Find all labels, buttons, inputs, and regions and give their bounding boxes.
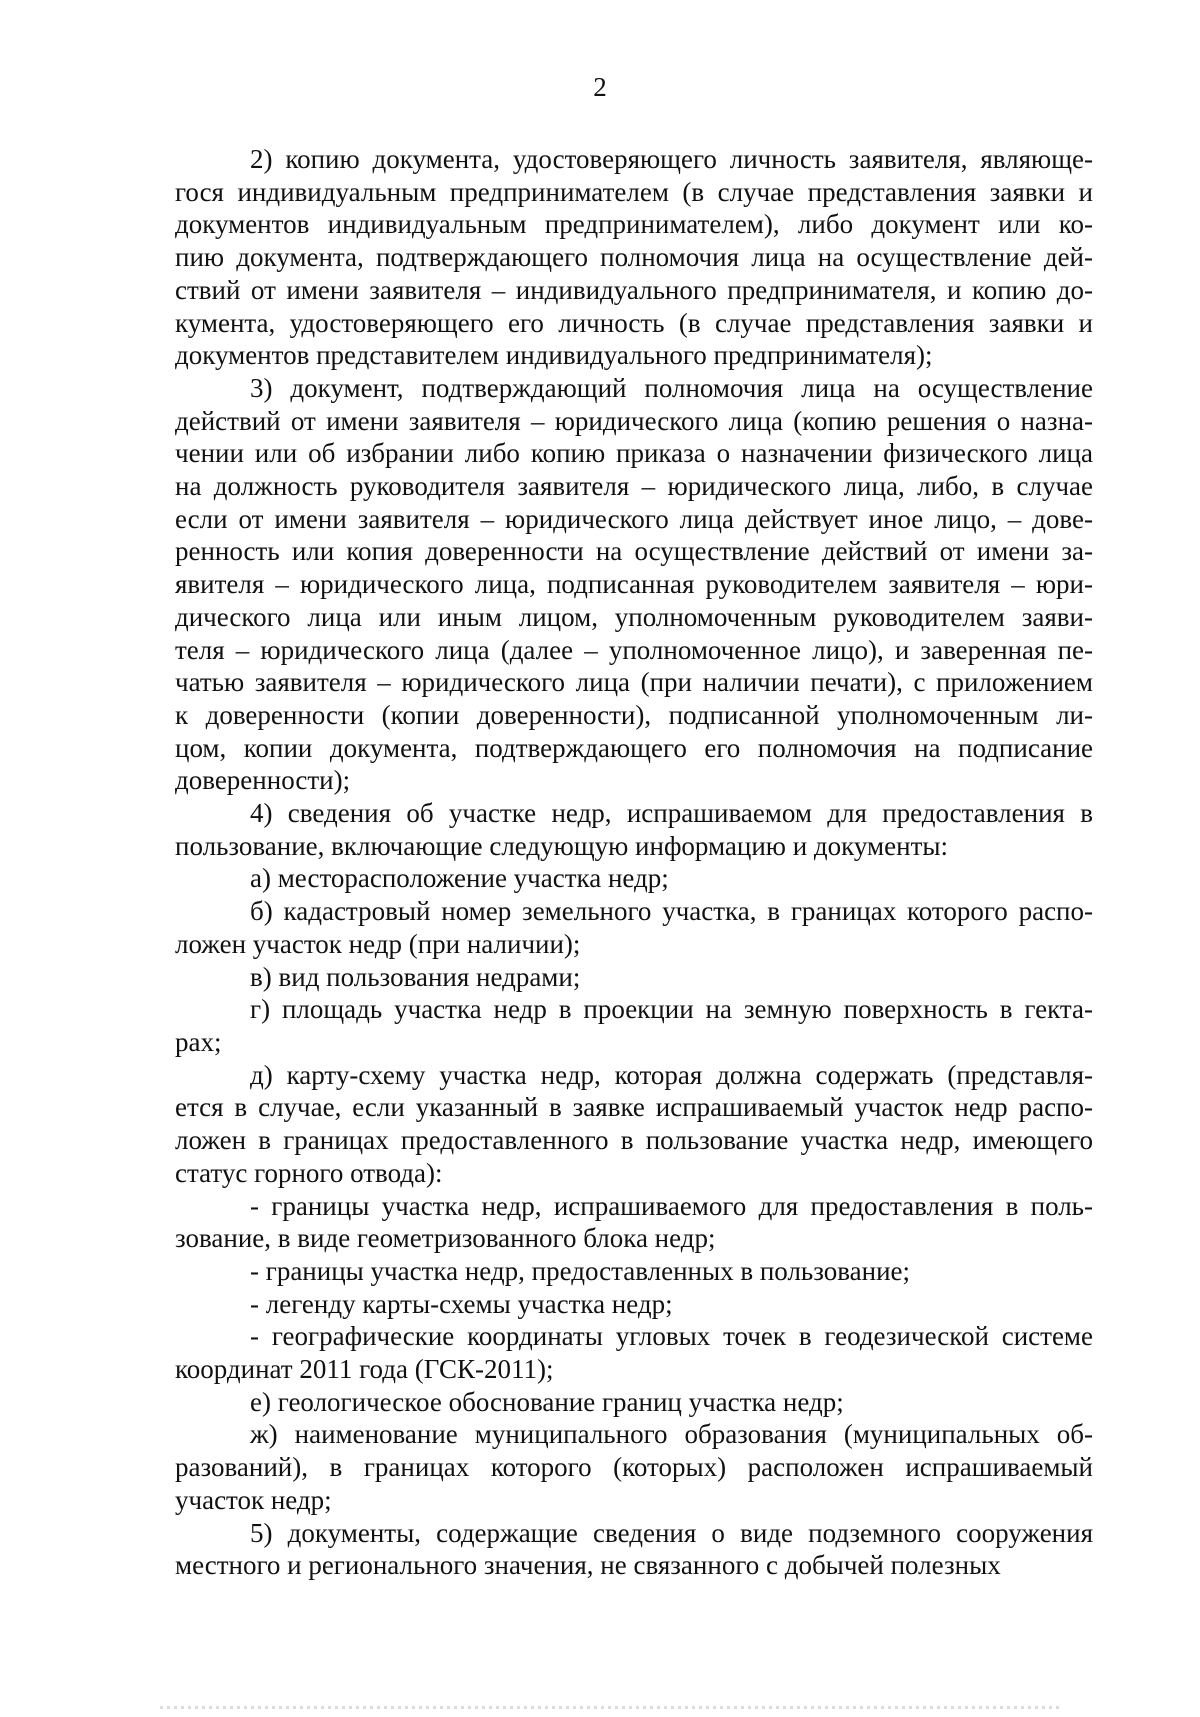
text-line: - границы участка недр, испрашиваемого для предоставления в поль-	[250, 1190, 1093, 1221]
text-line: местного и регионального значения, не связанного с добычей полезных	[175, 1550, 1001, 1581]
text-line: рах;	[175, 1026, 222, 1057]
text-line: дического лица или иным лицом, уполномоченным руководителем заяви-	[175, 601, 1093, 632]
text-line: документов индивидуальным предпринимателем), либо документ или ко-	[175, 209, 1093, 240]
text-line: кумента, удостоверяющего его личность (в случае представления заявки и	[175, 307, 1093, 338]
paragraph	[175, 143, 1093, 372]
text-line: если от имени заявителя – юридического лица действует иное лицо, – дове-	[175, 503, 1093, 534]
text-line: доверенности);	[175, 765, 351, 796]
text-line: - легенду карты-схемы участка недр;	[250, 1288, 673, 1319]
text-line: участок недр;	[175, 1484, 332, 1515]
paragraph	[175, 1517, 1093, 1582]
text-line: цом, копии документа, подтверждающего его полномочия на подписание	[175, 732, 1093, 763]
text-line: в) вид пользования недрами;	[250, 961, 581, 992]
text-line: теля – юридического лица (далее – уполномоченное лицо), и заверенная пе-	[175, 634, 1093, 665]
text-line: 2) копию документа, удостоверяющего личность заявителя, являюще-	[250, 144, 1093, 174]
text-line: ствий от имени заявителя – индивидуального предпринимателя, и копию до-	[175, 274, 1093, 305]
paragraph	[175, 372, 1093, 797]
paragraph	[175, 1059, 1093, 1190]
text-line: чатью заявителя – юридического лица (при наличии печати), с приложением	[175, 667, 1093, 698]
text-line: д) карту-схему участка недр, которая должна содержать (представля-	[250, 1059, 1093, 1090]
paragraph	[175, 895, 1093, 960]
text-line: 3) документ, подтверждающий полномочия лица на осуществление	[250, 372, 1093, 403]
text-line: 5) документы, содержащие сведения о виде подземного сооружения	[250, 1517, 1093, 1548]
paragraph	[175, 1190, 1093, 1255]
text-line: - географические координаты угловых точек в геодезической системе	[250, 1321, 1093, 1352]
text-line: б) кадастровый номер земельного участка, в границах которого распо-	[250, 896, 1093, 927]
text-line: действий от имени заявителя – юридического лица (копию решения о назна-	[175, 405, 1093, 436]
text-line: пользование, включающие следующую информацию и документы:	[175, 830, 949, 861]
paragraph	[175, 1288, 1093, 1321]
text-line: ложен в границах предоставленного в пользование участка недр, имеющего	[175, 1125, 1093, 1156]
text-line: - границы участка недр, предоставленных в пользование;	[250, 1255, 911, 1286]
paragraph	[175, 961, 1093, 994]
paragraph	[175, 797, 1093, 862]
text-line: чении или об избрании либо копию приказа о назначении физического лица	[175, 438, 1093, 469]
paragraph	[175, 1320, 1093, 1385]
text-line: 4) сведения об участке недр, испрашиваемом для предоставления в	[250, 798, 1093, 829]
text-line: г) площадь участка недр в проекции на земную поверхность в гекта-	[250, 994, 1093, 1025]
text-line: е) геологическое обоснование границ участка недр;	[250, 1386, 844, 1417]
text-line: статус горного отвода):	[175, 1157, 443, 1188]
scan-artifact-line	[160, 1706, 1060, 1709]
text-line: а) месторасположение участка недр;	[250, 863, 669, 894]
text-line: гося индивидуальным предпринимателем (в случае представления заявки и	[175, 176, 1093, 207]
text-line: явителя – юридического лица, подписанная руководителем заявителя – юри-	[175, 569, 1093, 600]
text-line: ж) наименование муниципального образования (муниципальных об-	[250, 1419, 1093, 1450]
page-number: 2	[593, 72, 607, 102]
text-line: ется в случае, если указанный в заявке испрашиваемый участок недр распо-	[175, 1092, 1093, 1123]
paragraph	[175, 1255, 1093, 1288]
paragraph	[175, 993, 1093, 1058]
text-line: зование, в виде геометризованного блока недр;	[175, 1223, 716, 1254]
text-line: к доверенности (копии доверенности), подписанной уполномоченным ли-	[175, 699, 1093, 730]
document-body	[175, 143, 1093, 1582]
text-line: разований), в границах которого (которых) расположен испрашиваемый	[175, 1452, 1093, 1483]
text-line: пию документа, подтверждающего полномочия лица на осуществление дей-	[175, 242, 1093, 273]
paragraph	[175, 1418, 1093, 1516]
text-line: на должность руководителя заявителя – юридического лица, либо, в случае	[175, 471, 1093, 502]
paragraph	[175, 862, 1093, 895]
text-line: координат 2011 года (ГСК-2011);	[175, 1354, 554, 1385]
text-line: ложен участок недр (при наличии);	[175, 928, 581, 959]
text-line: документов представителем индивидуального предпринимателя);	[175, 340, 933, 371]
text-line: ренность или копия доверенности на осуществление действий от имени за-	[175, 536, 1093, 567]
paragraph	[175, 1386, 1093, 1419]
